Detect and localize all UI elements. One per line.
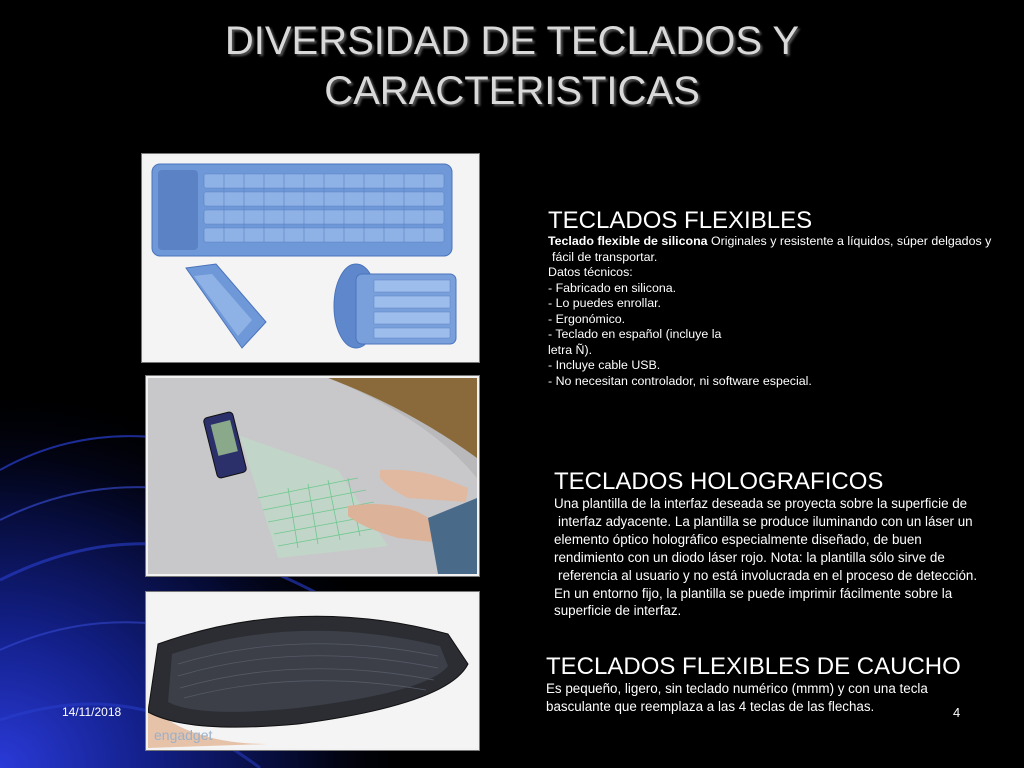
section-heading-holographic: TECLADOS HOLOGRAFICOS (554, 468, 884, 495)
flexible-lead-text: Originales y resistente a líquidos, súper delgados y (707, 234, 992, 248)
section-holographic-keyboards (554, 469, 1004, 620)
flexible-lead-line (548, 234, 1014, 250)
flexible-line: - No necesitan controlador, ni software especial. (548, 373, 812, 388)
section-heading-rubber: TECLADOS FLEXIBLES DE CAUCHO (546, 653, 961, 680)
slide-title (0, 16, 1024, 116)
holographic-line: interfaz adyacente. La plantilla se produce iluminando con un láser un (558, 513, 973, 529)
holographic-line: Una plantilla de la interfaz deseada se proyecta sobre la superficie de (554, 496, 968, 511)
flexible-line: fácil de transportar. (552, 249, 658, 264)
holographic-line: referencia al usuario y no está involucrada en el proceso de detección. (558, 567, 978, 583)
section-flexible-keyboards (548, 208, 1014, 389)
slide-title-line-2: CARACTERISTICAS (324, 69, 700, 113)
section-body-holographic (554, 495, 1004, 620)
flexible-line: - Incluye cable USB. (548, 358, 661, 372)
flexible-line: - Fabricado en silicona. (548, 280, 677, 295)
slide-title-line-1: DIVERSIDAD DE TECLADOS Y (224, 19, 800, 63)
flexible-lead-bold: Teclado flexible de silicona (548, 234, 708, 248)
section-rubber-keyboards (546, 654, 1006, 716)
rubber-keyboard-image (146, 592, 479, 750)
flexible-keyboard-image (142, 154, 479, 362)
holographic-line: superficie de interfaz. (554, 603, 682, 619)
flexible-line: - Teclado en español (incluye la (548, 327, 722, 341)
rubber-line: Es pequeño, ligero, sin teclado numérico (mmm) y con una tecla (546, 681, 928, 696)
flexible-line: - Lo puedes enrollar. (548, 296, 661, 310)
slide-page-number: 4 (953, 705, 961, 720)
flexible-keyboard-illustration (144, 156, 477, 360)
flexible-line: Datos técnicos: (548, 265, 633, 279)
section-body-flexible (548, 234, 1014, 389)
section-heading-flexible: TECLADOS FLEXIBLES (548, 207, 813, 234)
slide-date: 14/11/2018 (62, 705, 122, 719)
section-body-rubber (546, 680, 1006, 716)
engadget-watermark: engadget (154, 727, 213, 743)
rubber-line: basculante que reemplaza a las 4 teclas de las flechas. (546, 698, 875, 714)
flexible-line: letra Ñ). (548, 342, 593, 357)
holographic-keyboard-image (146, 376, 479, 576)
holographic-keyboard-illustration (148, 378, 477, 574)
holographic-line: elemento óptico holográfico especialmente diseñado, de buen (554, 531, 922, 547)
holographic-line: rendimiento con un diodo láser rojo. Nota: la plantilla sólo sirve de (554, 549, 945, 565)
holographic-line: En un entorno fijo, la plantilla se puede imprimir fácilmente sobre la (554, 585, 953, 601)
rubber-keyboard-illustration (148, 594, 477, 748)
flexible-line: - Ergonómico. (548, 311, 626, 326)
